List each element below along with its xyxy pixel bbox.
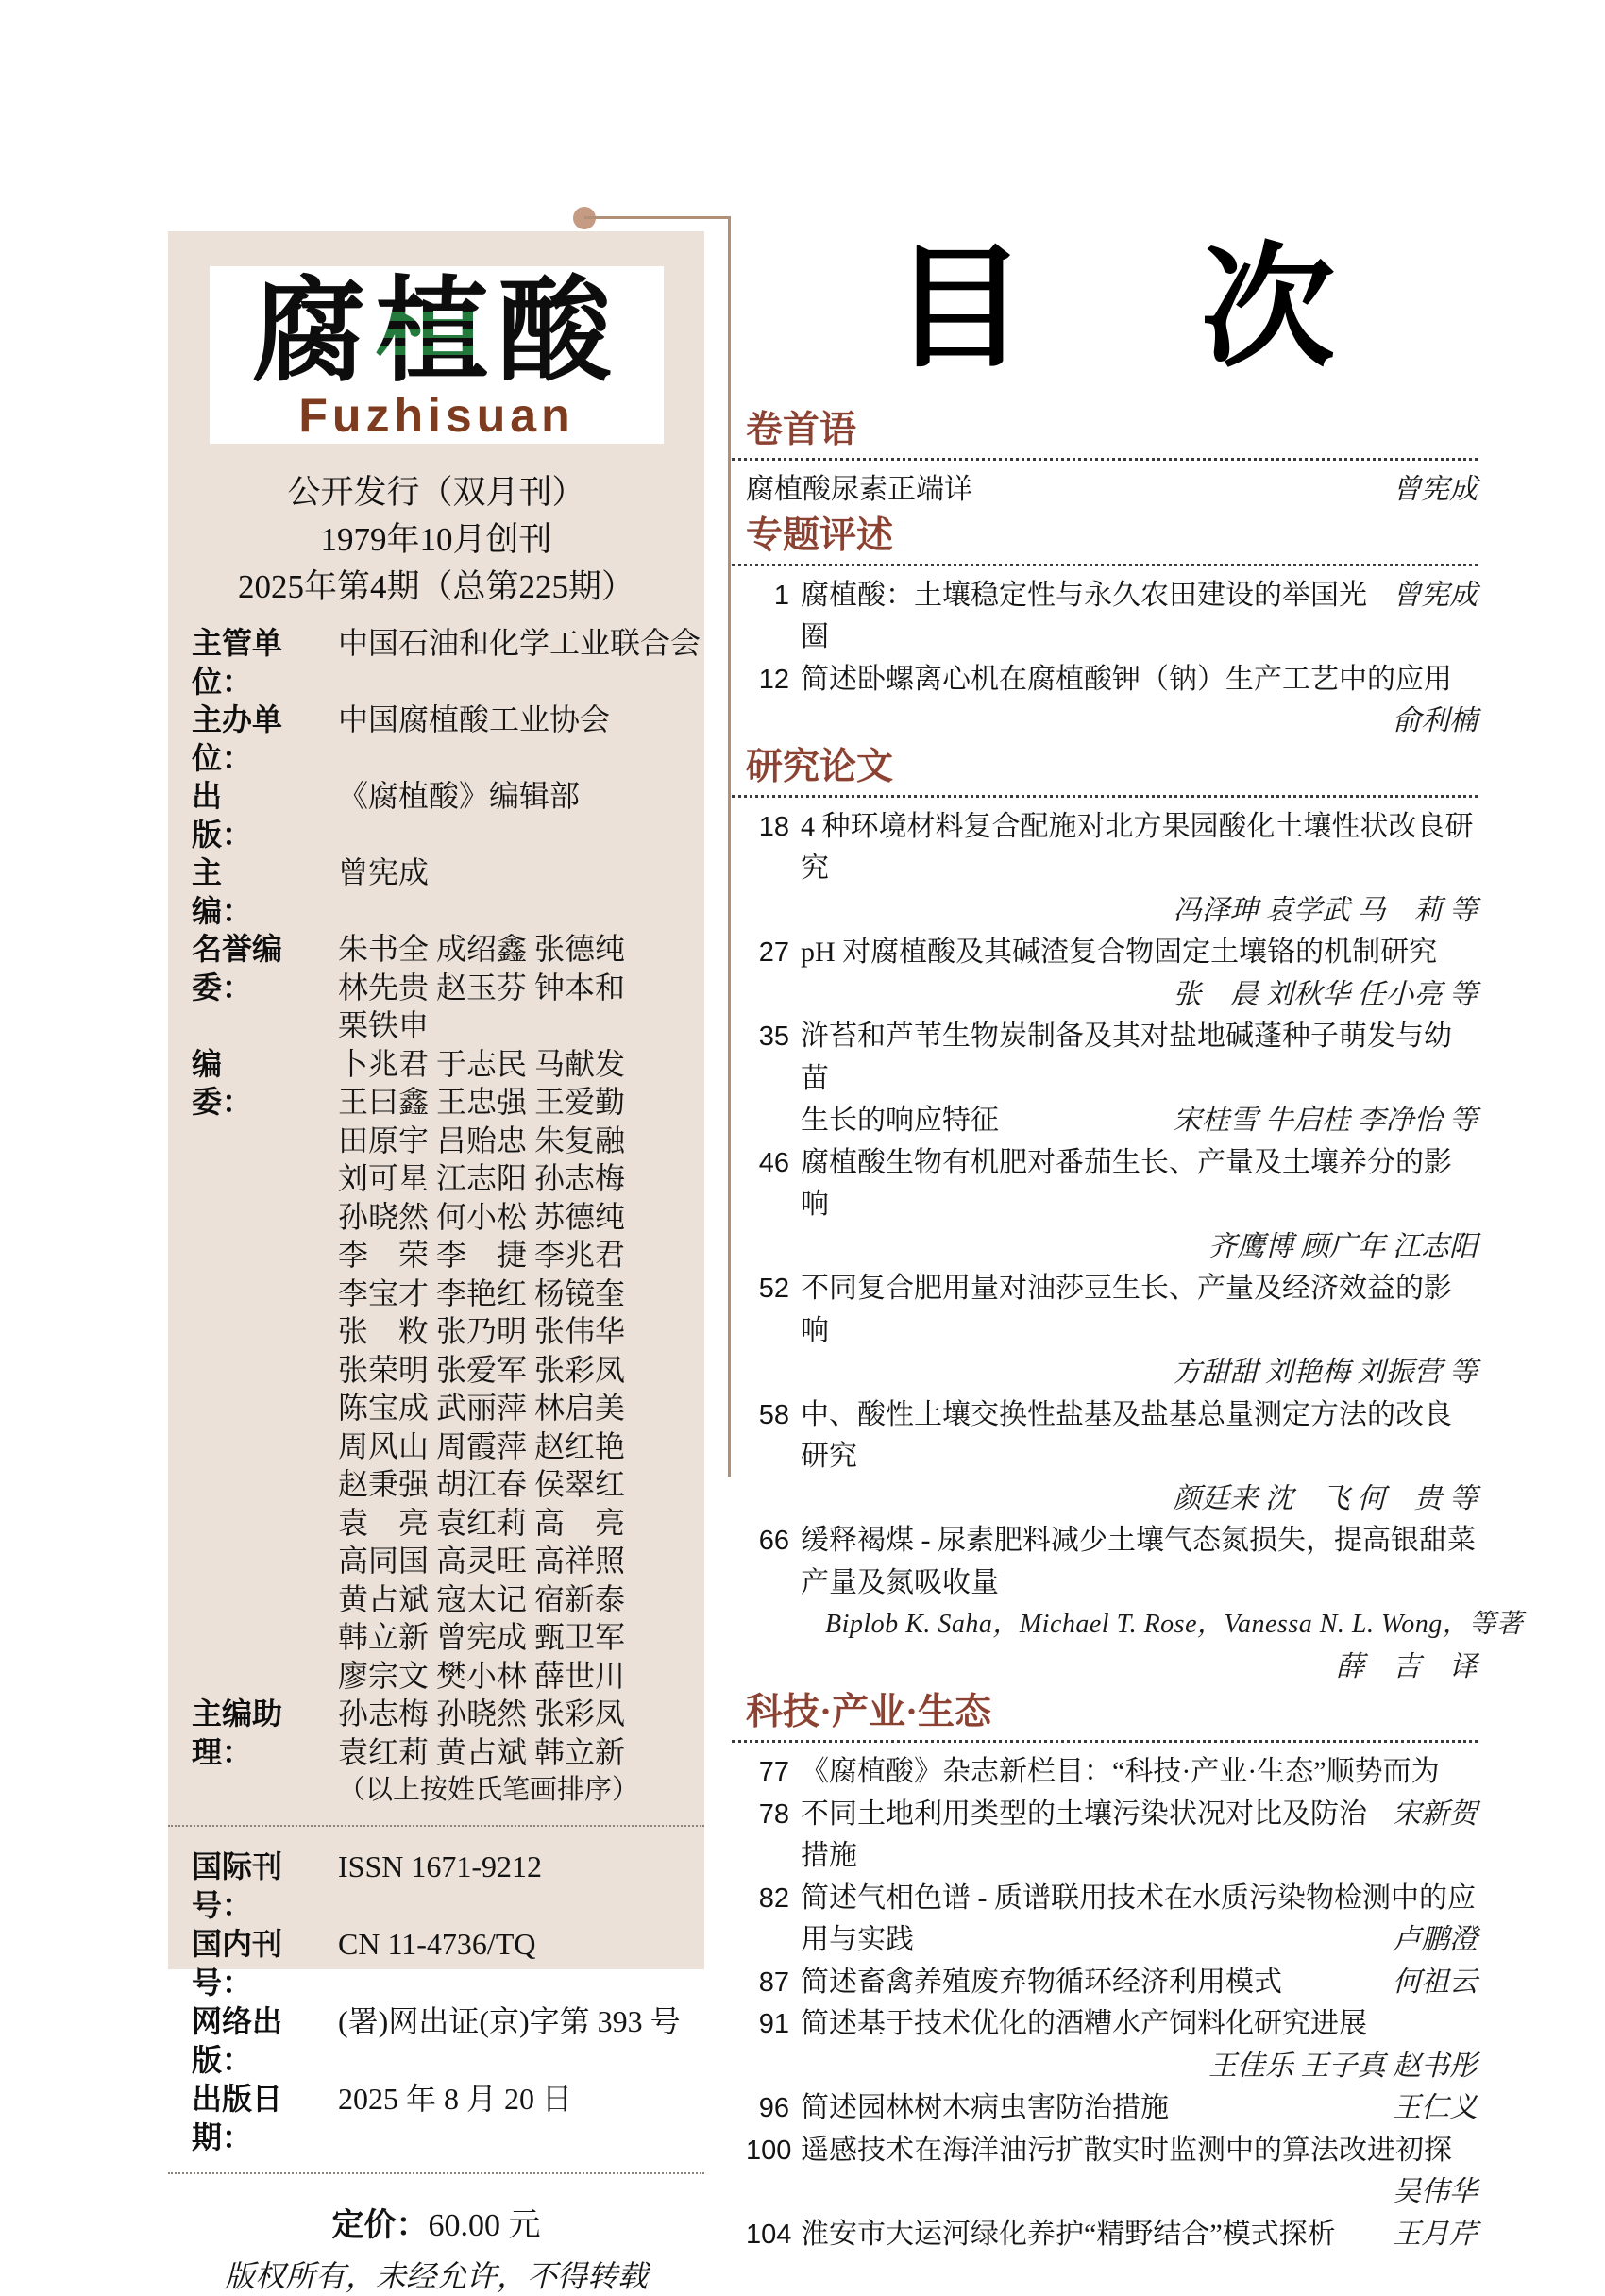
toc-entry-page-number: 78	[758, 1798, 789, 1830]
price-label: 定价：	[331, 2206, 429, 2243]
toc-entry-line	[732, 575, 1478, 659]
toc-entry-authors: 王仁义	[1393, 2092, 1478, 2123]
logo-char-zhi-green-stripes: 植	[375, 268, 498, 395]
issn-row-value: ISSN 1671-9212	[338, 1849, 543, 1883]
toc-entry-title: 4 种环境材料复合配施对北方果园酸化土壤性状改良研究	[801, 810, 1474, 884]
toc-entry-line	[732, 2087, 1478, 2130]
copyright-notice: 版权所有，未经允许，不得转载	[224, 2258, 648, 2293]
toc-section	[732, 406, 1478, 512]
toc-entry-title: 简述卧螺离心机在腐植酸钾（钠）生产工艺中的应用	[801, 663, 1452, 695]
toc-sections	[732, 406, 1524, 2255]
masthead-name-line: 袁 亮 袁红莉 高 亮	[338, 1505, 626, 1540]
toc-entry-title: 遥感技术在海洋油污扩散实时监测中的算法改进初探	[801, 2134, 1452, 2166]
toc-entry-authors: 曾宪成	[1393, 579, 1478, 611]
toc-entry-page-number: 35	[758, 1021, 789, 1052]
issn-row	[192, 2002, 704, 2080]
toc-entry-line	[732, 1604, 1524, 1646]
masthead-name-line: 王曰鑫 王忠强 王爱勤	[338, 1085, 626, 1119]
masthead-row-values	[338, 701, 704, 739]
toc-entry-title: 腐植酸：土壤稳定性与永久农田建设的举国光圈	[801, 579, 1367, 652]
toc-entry-title: 中、酸性土壤交换性盐基及盐基总量测定方法的改良研究	[801, 1398, 1452, 1472]
toc-entry-authors: 齐鹰博 顾广年 江志阳	[1208, 1230, 1478, 1262]
masthead-row	[192, 624, 704, 701]
masthead-row-label: 主办单位：	[192, 702, 283, 775]
toc-entry-page-number: 77	[758, 1757, 789, 1787]
masthead-name-line: 中国腐植酸工业协会	[338, 702, 611, 736]
logo-char-fu: 腐	[252, 268, 376, 395]
masthead-row-label: 主管单位：	[192, 626, 283, 699]
masthead-name-line: 中国石油和化学工业联合会	[338, 626, 701, 660]
masthead-row-values	[338, 1045, 704, 1696]
issn-row-label: 网络出版：	[192, 2003, 283, 2077]
masthead-name-line: 张荣明 张爱军 张彩凤	[338, 1352, 626, 1387]
issn-row	[192, 1848, 704, 1925]
masthead-name-line: 韩立新 曾宪成 甄卫军	[338, 1620, 626, 1654]
toc-section	[732, 1688, 1478, 2255]
masthead-name-line: 《腐植酸》编辑部	[338, 779, 581, 813]
toc-entry-title: 腐植酸尿素正端详	[746, 474, 972, 505]
masthead-name-line: 李 荣 李 捷 李兆君	[338, 1238, 626, 1272]
toc-entry-line	[732, 1962, 1478, 2004]
masthead-name-line: 李宝才 李艳红 杨镜奎	[338, 1275, 626, 1310]
journal-masthead-sidebar	[168, 231, 704, 2293]
toc-entry-line	[732, 1919, 1478, 1962]
toc-entry-line	[732, 701, 1478, 743]
section-heading: 科技·产业·生态	[746, 1692, 992, 1732]
toc-entry-authors: 卢鹏澄	[1393, 1924, 1478, 1955]
toc-entry-title: 简述气相色谱 - 质谱联用技术在水质污染物检测中的应	[801, 1882, 1476, 1914]
toc-entry-line	[732, 1352, 1478, 1394]
toc-entry-line	[732, 1226, 1478, 1269]
toc-entry-title: pH 对腐植酸及其碱渣复合物固定土壤铬的机制研究	[801, 937, 1438, 968]
journal-logo	[210, 266, 664, 444]
toc-entry-line	[732, 1794, 1478, 1878]
toc-entry-page-number: 1	[773, 580, 789, 611]
toc-entry-line	[732, 1478, 1478, 1521]
toc-entry-page-number: 18	[758, 811, 789, 842]
issn-row-value: (署)网出证(京)字第 393 号	[338, 2003, 681, 2038]
toc-entry-authors: 王佳乐 王子真 赵书彤	[1208, 2050, 1478, 2082]
journal-logo-chinese	[210, 268, 664, 395]
masthead-name-line: 高同国 高灵旺 高祥照	[338, 1544, 626, 1578]
toc-entry-line	[732, 1394, 1478, 1478]
toc-entry-page-number: 91	[758, 2009, 789, 2039]
toc-entry-line	[732, 2130, 1478, 2172]
section-heading: 专题评述	[746, 515, 894, 556]
toc-entry-line	[732, 1562, 1478, 1605]
section-heading: 卷首语	[746, 410, 857, 450]
toc-entry-line	[732, 1142, 1478, 1226]
toc-entry-title: 浒苔和芦苇生物炭制备及其对盐地碱蓬种子萌发与幼苗	[801, 1021, 1452, 1094]
toc-entry-authors: 曾宪成	[1393, 474, 1478, 505]
issn-row	[192, 2080, 704, 2157]
toc-entry-line	[732, 659, 1478, 701]
toc-entry-authors: 俞利楠	[1393, 705, 1478, 736]
dotted-rule	[732, 458, 1478, 461]
toc-entry-page-number: 52	[758, 1274, 789, 1304]
toc-entry-title: 简述园林树木病虫害防治措施	[801, 2092, 1169, 2123]
masthead-row-label: 主编助理：	[192, 1697, 283, 1769]
toc-entry-line	[732, 1646, 1478, 1689]
toc-entry-authors: 张 晨 刘秋华 任小亮 等	[1173, 978, 1478, 1010]
issn-row-label: 出版日期：	[192, 2081, 283, 2154]
toc-entry-line	[732, 1520, 1478, 1562]
toc-entry-line	[732, 932, 1478, 974]
toc-section	[732, 743, 1524, 1689]
masthead-name-line: 赵秉强 胡江春 侯翠红	[338, 1467, 626, 1501]
logo-char-suan: 酸	[498, 268, 621, 395]
masthead-row	[192, 853, 704, 930]
masthead-name-line: 曾宪成	[338, 855, 430, 889]
masthead-name-line: 张 敉 张乃明 张伟华	[338, 1314, 626, 1348]
dotted-rule	[732, 1740, 1478, 1743]
toc-entry-authors: 冯泽珅 袁学武 马 莉 等	[1173, 894, 1478, 926]
masthead-row	[192, 777, 704, 853]
masthead-name-line: 黄占斌 寇太记 宿新泰	[338, 1581, 626, 1616]
issn-row-value: CN 11-4736/TQ	[338, 1926, 536, 1961]
toc-entry-line	[732, 974, 1478, 1017]
toc-entry-title: 产量及氮吸收量	[801, 1566, 999, 1598]
journal-info-table	[192, 624, 704, 1810]
toc-entry-page-number: 46	[758, 1147, 789, 1178]
toc-entry-line	[732, 469, 1478, 512]
toc-entry-page-number: 27	[758, 937, 789, 968]
masthead-row	[192, 701, 704, 777]
price-value: 60.00 元	[428, 2207, 541, 2243]
masthead-row	[192, 1695, 704, 1810]
toc-entry-title: 淮安市大运河绿化养护“精野结合”模式探析	[801, 2218, 1336, 2250]
toc-entry-title: 《腐植酸》杂志新栏目：“科技·产业·生态”顺势而为	[801, 1756, 1440, 1787]
masthead-row-values	[338, 777, 704, 816]
publication-info	[168, 469, 704, 611]
masthead-name-line: （以上按姓氏笔画排序）	[338, 1775, 640, 1805]
toc-entry-title: 用与实践	[801, 1924, 914, 1955]
toc-entry-line	[732, 1878, 1478, 1920]
masthead-row-label: 名誉编委：	[192, 932, 283, 1004]
founding-date: 1979年10月创刊	[320, 521, 552, 558]
decor-horizontal-line	[584, 216, 730, 219]
masthead-name-line: 廖宗文 樊小林 薛世川	[338, 1658, 626, 1693]
section-heading: 研究论文	[746, 746, 894, 787]
toc-entry-page-number: 82	[758, 1882, 789, 1914]
toc-entry-line	[732, 1751, 1478, 1794]
toc-entry-page-number: 66	[758, 1526, 789, 1556]
toc-entry-line	[732, 2003, 1478, 2046]
toc-entry-line	[732, 2171, 1478, 2214]
issn-row-label: 国内刊号：	[192, 1926, 283, 2000]
page-title-char-ci: 次	[1201, 233, 1335, 383]
toc-entry-title: 生长的响应特征	[801, 1105, 999, 1136]
toc-entry-page-number: 104	[746, 2219, 792, 2250]
page-title-contents	[892, 233, 1335, 383]
toc-entry-title: 简述基于技术优化的酒糟水产饲料化研究进展	[801, 2008, 1367, 2039]
toc-entry-line	[732, 890, 1478, 933]
toc-entry-page-number: 96	[758, 2093, 789, 2123]
price-line	[168, 2199, 704, 2245]
masthead-row-label: 出 版：	[192, 779, 283, 852]
masthead-name-line: 孙晓然 何小松 苏德纯	[338, 1199, 626, 1234]
toc-entry-line	[732, 2046, 1478, 2088]
journal-logo-pinyin: Fuzhisuan	[298, 389, 575, 442]
toc-entry-authors: 吴伟华	[1393, 2176, 1478, 2207]
masthead-name-line: 孙志梅 孙晓然 张彩凤	[338, 1697, 626, 1730]
toc-entry-title: 腐植酸生物有机肥对番茄生长、产量及土壤养分的影响	[801, 1146, 1452, 1220]
masthead-row	[192, 930, 704, 1045]
toc-entry-line	[732, 2214, 1478, 2256]
toc-entry-authors: 王月芹	[1393, 2218, 1478, 2250]
toc-entry-title: 缓释褐煤 - 尿素肥料减少土壤气态氮损失，提高银甜菜	[801, 1525, 1476, 1556]
toc-entry-line	[732, 1268, 1478, 1352]
masthead-name-line: 卜兆君 于志民 马献发	[338, 1046, 626, 1081]
masthead-row-label: 主 编：	[192, 855, 283, 928]
toc-entry-line	[732, 1016, 1478, 1100]
issn-row-value: 2025 年 8 月 20 日	[338, 2081, 573, 2116]
sidebar-divider-top	[168, 1825, 704, 1827]
issn-row	[192, 1925, 704, 2002]
masthead-row-values	[338, 624, 704, 663]
toc-entry-authors: Biplob K. Saha，Michael T. Rose，Vanessa N. L. Wong，等著	[825, 1610, 1524, 1639]
toc-entry-authors: 颜廷来 沈 飞 何 贵 等	[1173, 1482, 1478, 1514]
masthead-name-line: 刘可星 江志阳 孙志梅	[338, 1161, 626, 1195]
masthead-name-line: 林先贵 赵玉芬 钟本和	[338, 970, 626, 1004]
masthead-name-line: 陈宝成 武丽萍 林启美	[338, 1391, 626, 1425]
masthead-row-values	[338, 1695, 704, 1810]
masthead-row-values	[338, 930, 704, 1045]
toc-entry-title: 不同复合肥用量对油莎豆生长、产量及经济效益的影响	[801, 1273, 1452, 1346]
toc-entry-authors: 薛 吉 译	[1336, 1650, 1478, 1682]
issn-row-label: 国际刊号：	[192, 1849, 283, 1922]
masthead-row-label: 编 委：	[192, 1046, 283, 1119]
toc-entry-authors: 方甜甜 刘艳梅 刘振营 等	[1173, 1357, 1478, 1388]
sidebar-divider-bottom	[168, 2172, 704, 2174]
dotted-rule	[732, 564, 1478, 566]
issn-info-table	[192, 1848, 704, 2157]
masthead-name-line: 栗铁申	[338, 1008, 430, 1042]
masthead-row-values	[338, 853, 704, 892]
issue-number: 2025年第4期（总第225期）	[237, 568, 634, 605]
decor-vertical-line	[728, 216, 731, 1477]
toc-entry-authors: 宋桂雪 牛启桂 李净怡 等	[1173, 1105, 1478, 1136]
masthead-name-line: 田原宇 吕贻忠 朱复融	[338, 1123, 626, 1157]
toc-entry-page-number: 58	[758, 1399, 789, 1430]
toc-entry-page-number: 87	[758, 1967, 789, 1998]
toc-section	[732, 512, 1478, 743]
toc-entry-line	[732, 806, 1478, 890]
toc-entry-title: 简述畜禽养殖废弃物循环经济利用模式	[801, 1966, 1282, 1998]
dotted-rule	[732, 795, 1478, 798]
toc-entry-page-number: 12	[758, 664, 789, 695]
toc-entry-authors: 宋新贺	[1393, 1798, 1478, 1830]
toc-entry-authors: 何祖云	[1393, 1966, 1478, 1998]
masthead-name-line: 朱书全 成绍鑫 张德纯	[338, 932, 626, 966]
masthead-name-line: 周风山 周霞萍 赵红艳	[338, 1428, 626, 1463]
masthead-row	[192, 1045, 704, 1696]
toc-entry-page-number: 100	[746, 2135, 792, 2166]
toc-entry-title: 不同土地利用类型的土壤污染状况对比及防治措施	[801, 1798, 1367, 1871]
page-title-char-mu: 目	[892, 233, 1026, 383]
publication-type: 公开发行（双月刊）	[287, 474, 585, 511]
toc-entry-line	[732, 1100, 1478, 1142]
masthead-name-line: 袁红莉 黄占斌 韩立新	[338, 1734, 626, 1769]
